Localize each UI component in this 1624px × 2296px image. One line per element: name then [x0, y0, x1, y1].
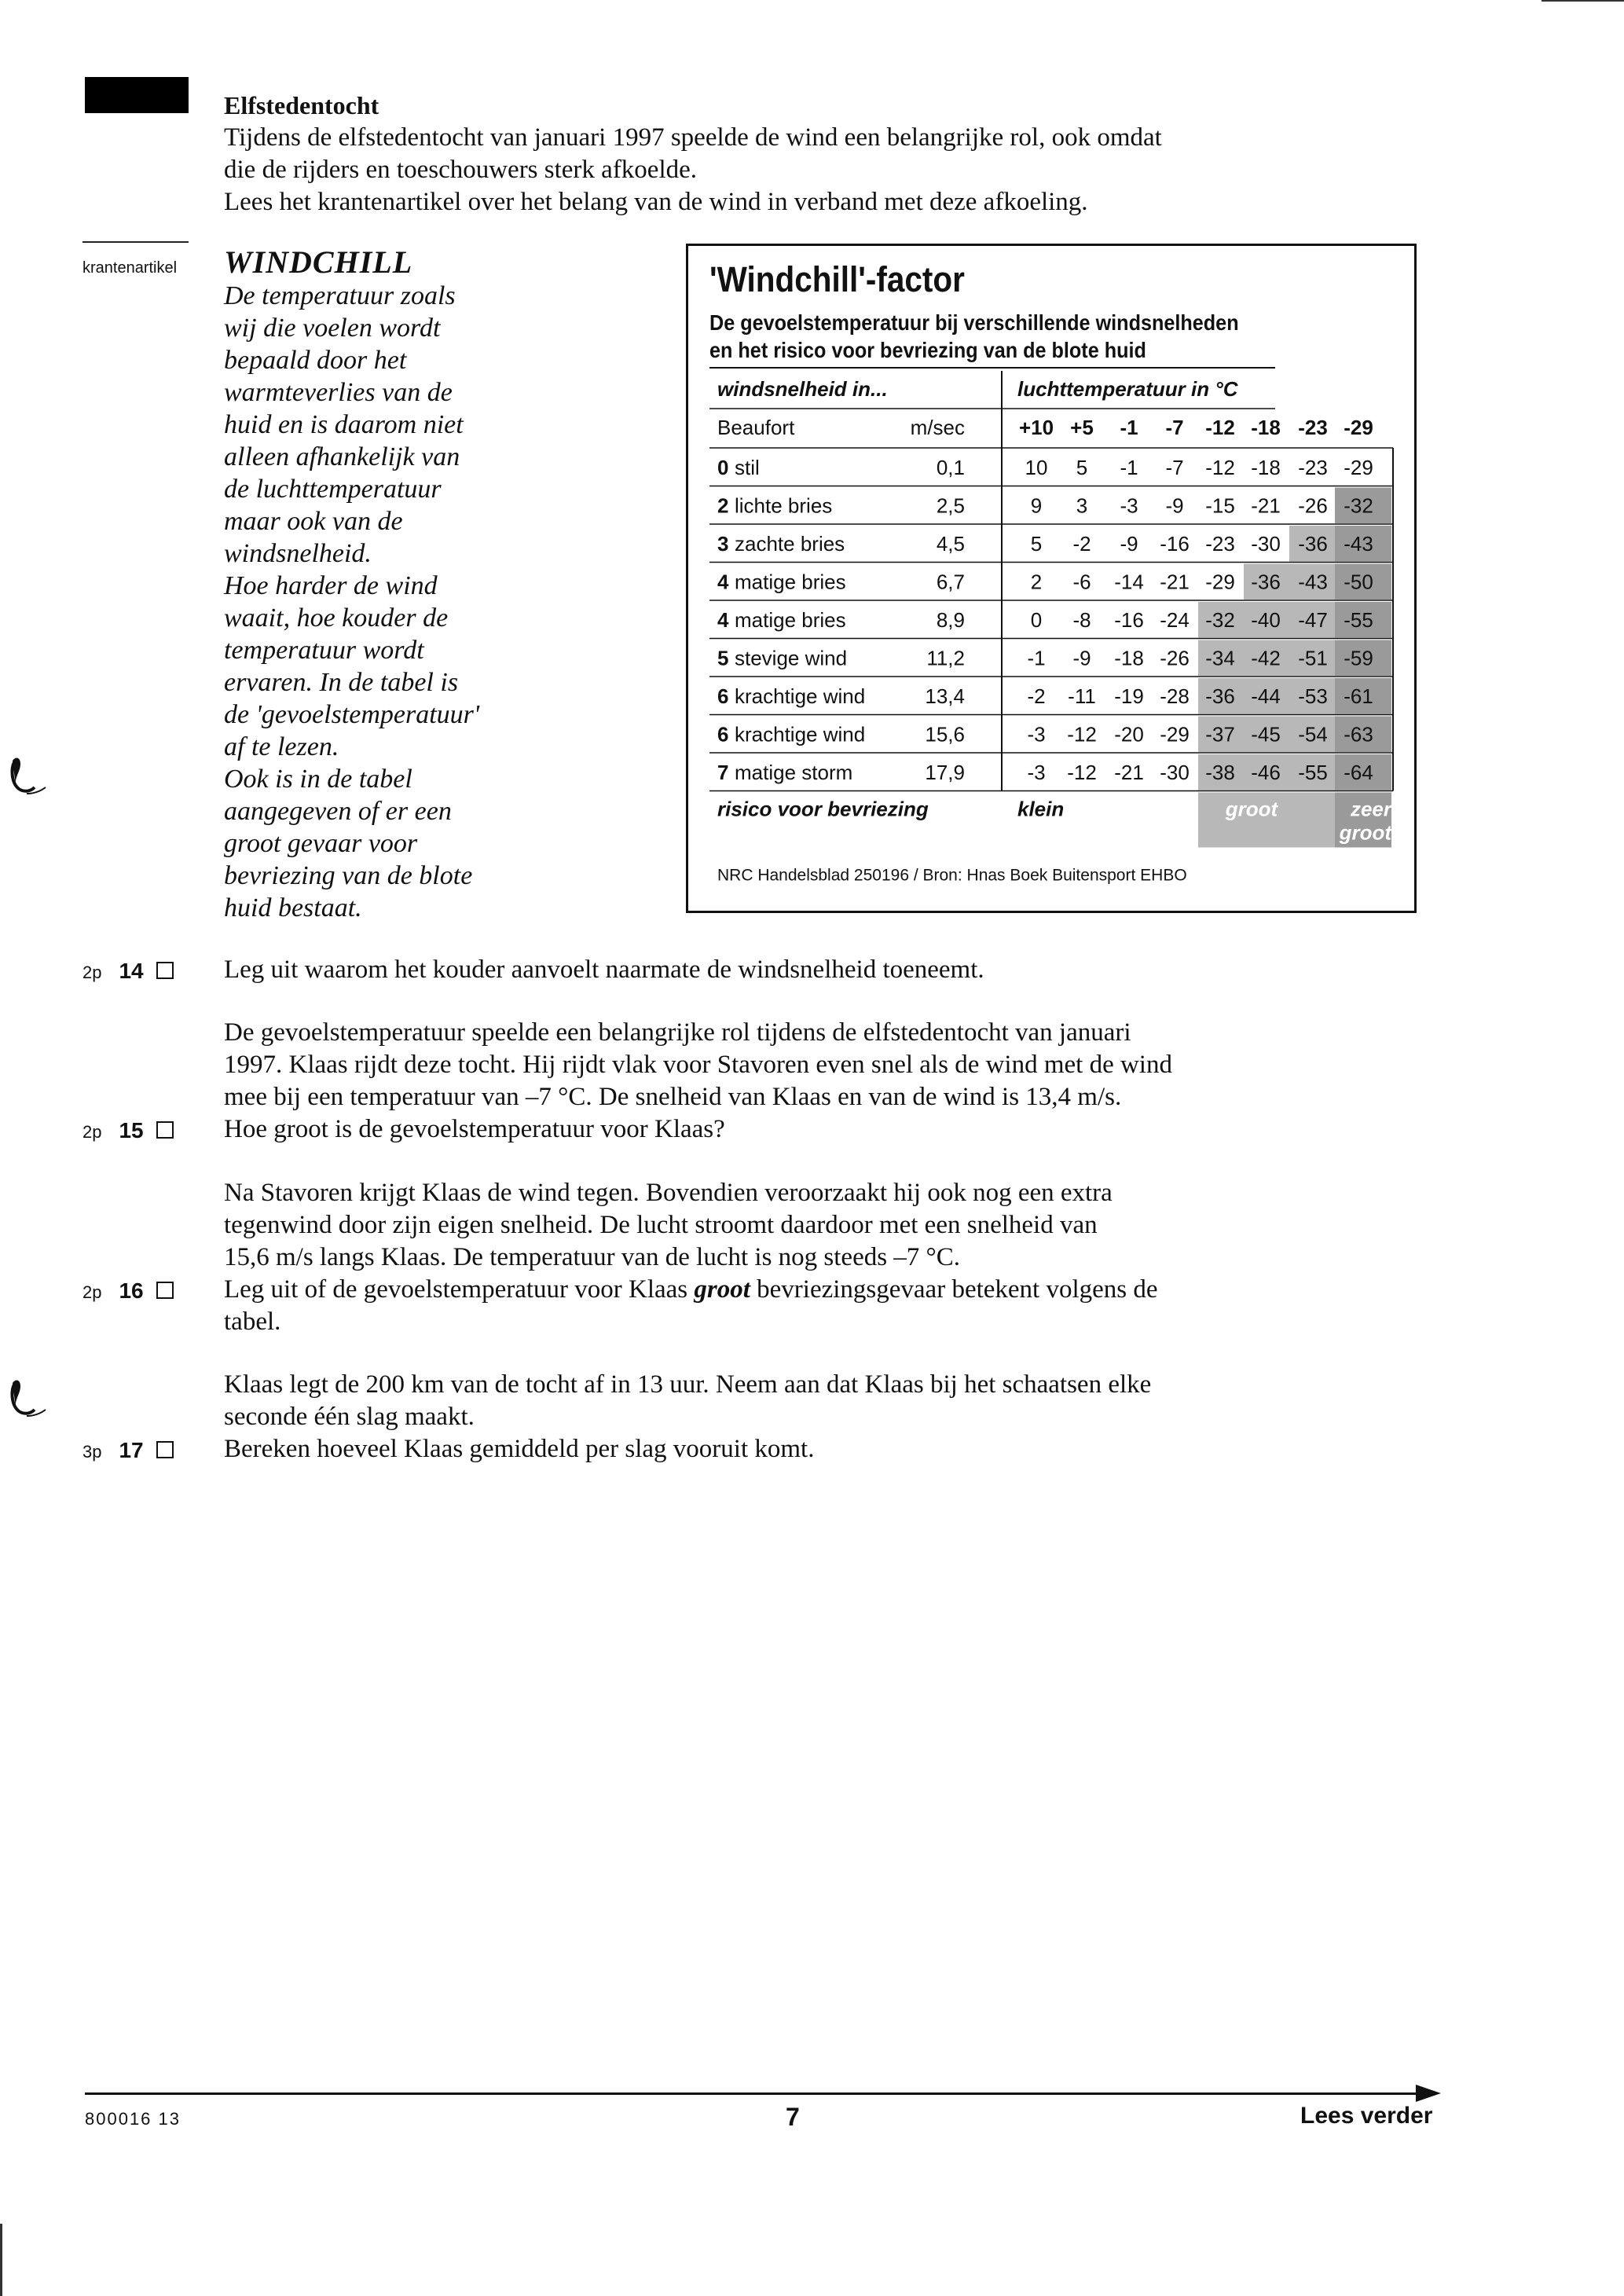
page-edge-line [1542, 0, 1624, 2]
feel-temp-cell: -54 [1298, 722, 1328, 746]
feel-temp-cell: -45 [1251, 722, 1281, 746]
feel-temp-cell: -8 [1072, 608, 1091, 632]
question-context-line: Klaas legt de 200 km van de tocht af in 13 uur. Neem aan dat Klaas bij het schaatsen elke [224, 1370, 1152, 1399]
footer-rule [85, 2092, 1421, 2095]
article-line: Hoe harder de wind [224, 571, 438, 600]
col-header-temp: +5 [1070, 416, 1094, 439]
beaufort-cell: 4 [717, 570, 729, 594]
beaufort-cell: 5 [717, 646, 729, 670]
col-header-temp: -18 [1251, 416, 1281, 439]
question-text: tabel. [224, 1308, 281, 1336]
feel-temp-cell: -30 [1160, 761, 1190, 784]
feel-temp-cell: -29 [1205, 570, 1235, 594]
feel-temp-cell: -47 [1298, 608, 1328, 632]
article-line: af te lezen. [224, 732, 339, 761]
beaufort-cell: 0 [717, 456, 729, 479]
beaufort-cell: 6 [717, 722, 729, 746]
beaufort-cell: 2 [717, 493, 729, 518]
col-header-temp: -12 [1205, 416, 1235, 439]
col-header-beaufort: Beaufort [717, 416, 795, 439]
table-subtitle-line: De gevoelstemperatuur bij verschillende windsnelheden [709, 310, 1239, 335]
article-line: bepaald door het [224, 346, 407, 375]
article-line: huid bestaat. [224, 893, 362, 922]
wind-name-cell: zachte bries [735, 532, 845, 556]
question-index: 17 [119, 1438, 144, 1462]
feel-temp-cell: -61 [1344, 684, 1373, 708]
article-line: de luchttemperatuur [224, 475, 442, 504]
feel-temp-cell: -3 [1120, 493, 1138, 518]
question-text: Hoe groot is de gevoelstemperatuur voor Klaas? [224, 1115, 725, 1143]
feel-temp-cell: -21 [1251, 493, 1281, 518]
feel-temp-cell: 9 [1030, 493, 1043, 518]
answer-checkbox[interactable] [156, 1121, 174, 1139]
feel-temp-cell: 2 [1030, 570, 1043, 594]
exam-code: 800016 13 [85, 2109, 181, 2129]
feel-temp-cell: -28 [1160, 684, 1190, 708]
feel-temp-cell: -42 [1251, 646, 1281, 670]
feel-temp-cell: -23 [1298, 456, 1328, 479]
question-points: 3p [82, 1442, 102, 1462]
feel-temp-cell: -18 [1114, 646, 1144, 670]
intro-line: Lees het krantenartikel over het belang van de wind in verband met deze afkoeling. [224, 188, 1088, 216]
section-marker-block [85, 77, 189, 113]
wind-speed-cell: 15,6 [925, 722, 965, 746]
article-line: wij die voelen wordt [224, 314, 441, 343]
article-line: De temperatuur zoals [224, 281, 456, 310]
feel-temp-cell: 5 [1030, 532, 1043, 556]
intro-section [224, 90, 1340, 218]
feel-temp-cell: -12 [1205, 456, 1235, 479]
beaufort-cell: 7 [717, 761, 729, 784]
margin-label: krantenartikel [82, 259, 178, 277]
col-header-temp: -7 [1165, 416, 1184, 439]
table-title: 'Windchill'-factor [709, 259, 965, 299]
continue-label: Lees verder [1300, 2103, 1433, 2129]
page-number: 7 [786, 2103, 800, 2131]
wind-speed-cell: 4,5 [936, 532, 965, 556]
question-number [82, 959, 174, 984]
feel-temp-cell: 0 [1030, 608, 1043, 632]
article-line: warmteverlies van de [224, 378, 453, 407]
feel-temp-cell: -3 [1027, 761, 1046, 784]
feel-temp-cell: -34 [1205, 646, 1235, 670]
feel-temp-cell: -7 [1165, 456, 1184, 479]
feel-temp-cell: 5 [1076, 456, 1088, 479]
arrow-right-icon [1416, 2085, 1441, 2102]
intro-line: Tijdens de elfstedentocht van januari 1997 speelde de wind een belangrijke rol, ook omdat [224, 123, 1162, 152]
feel-temp-cell: -29 [1344, 456, 1373, 479]
beaufort-cell: 4 [717, 608, 729, 632]
answer-checkbox[interactable] [156, 1282, 174, 1299]
feel-temp-cell: -43 [1344, 532, 1373, 556]
wind-speed-cell: 0,1 [936, 456, 965, 479]
article-line: de 'gevoelstemperatuur' [224, 700, 480, 729]
margin-rule [82, 241, 189, 243]
feel-temp-cell: -32 [1344, 493, 1373, 518]
newspaper-article [224, 246, 530, 924]
answer-checkbox[interactable] [156, 1441, 174, 1458]
feel-temp-cell: -38 [1205, 761, 1235, 784]
col-header-temp: -29 [1344, 416, 1373, 439]
question-context-line: 1997. Klaas rijdt deze tocht. Hij rijdt vlak voor Stavoren even snel als de wind met de wind [224, 1051, 1172, 1079]
intro-line: die de rijders en toeschouwers sterk afkoelde. [224, 156, 698, 184]
wind-speed-cell: 11,2 [926, 646, 965, 670]
question-context-line: seconde één slag maakt. [224, 1403, 475, 1431]
feel-temp-cell: -46 [1251, 761, 1281, 784]
question-points: 2p [82, 963, 102, 982]
exam-logo-icon [8, 754, 47, 801]
wind-speed-cell: 6,7 [936, 570, 965, 594]
feel-temp-cell: -37 [1205, 722, 1235, 746]
feel-temp-cell: -44 [1251, 684, 1281, 708]
feel-temp-cell: -15 [1205, 493, 1235, 518]
section-title: Elfstedentocht [224, 91, 379, 119]
feel-temp-cell: -32 [1205, 608, 1235, 632]
table-head-left: windsnelheid in... [717, 377, 888, 401]
feel-temp-cell: -53 [1298, 684, 1328, 708]
feel-temp-cell: -9 [1165, 493, 1184, 518]
wind-name-cell: matige bries [735, 570, 846, 594]
feel-temp-cell: -36 [1298, 532, 1328, 556]
feel-temp-cell: -63 [1344, 722, 1373, 746]
risk-very-high: groot [1339, 820, 1391, 845]
feel-temp-cell: -59 [1344, 646, 1373, 670]
feel-temp-cell: -14 [1114, 570, 1144, 594]
question-points: 2p [82, 1122, 102, 1142]
article-line: groot gevaar voor [224, 829, 418, 858]
feel-temp-cell: -30 [1251, 532, 1281, 556]
feel-temp-cell: 3 [1076, 493, 1088, 518]
question-text: Leg uit of de gevoelstemperatuur voor Klaas groot bevriezingsgevaar betekent volgens de [224, 1275, 1158, 1304]
feel-temp-cell: -40 [1251, 608, 1281, 632]
question-text: Bereken hoeveel Klaas gemiddeld per slag vooruit komt. [224, 1435, 815, 1463]
table-head-right: luchttemperatuur in °C [1017, 377, 1238, 401]
feel-temp-cell: -16 [1114, 608, 1144, 632]
windchill-table [686, 361, 1417, 904]
wind-speed-cell: 2,5 [936, 493, 965, 518]
article-line: aangegeven of er een [224, 797, 452, 826]
question-number [82, 1118, 174, 1143]
article-heading: WINDCHILL [224, 244, 413, 280]
feel-temp-cell: -1 [1120, 456, 1138, 479]
feel-temp-cell: -55 [1298, 761, 1328, 784]
feel-temp-cell: -36 [1205, 684, 1235, 708]
beaufort-cell: 6 [717, 684, 729, 708]
risk-very-high: zeer [1350, 797, 1391, 821]
question-text: Leg uit waarom het kouder aanvoelt naarmate de windsnelheid toeneemt. [224, 955, 984, 984]
feel-temp-cell: -12 [1067, 761, 1097, 784]
feel-temp-cell: -9 [1072, 646, 1091, 670]
question-points: 2p [82, 1282, 102, 1302]
article-line: ervaren. In de tabel is [224, 668, 459, 697]
beaufort-cell: 3 [717, 532, 729, 556]
wind-name-cell: lichte bries [735, 493, 833, 518]
feel-temp-cell: -9 [1120, 532, 1138, 556]
wind-name-cell: krachtige wind [735, 722, 866, 746]
question-index: 15 [119, 1118, 144, 1142]
article-line: windsnelheid. [224, 539, 372, 568]
question-index: 14 [119, 959, 144, 983]
feel-temp-cell: -43 [1298, 570, 1328, 594]
table-subtitle [709, 309, 1247, 364]
article-line: alleen afhankelijk van [224, 442, 460, 471]
question-context-line: tegenwind door zijn eigen snelheid. De lucht stroomt daardoor met een snelheid van [224, 1211, 1098, 1239]
question-context-line: De gevoelstemperatuur speelde een belangrijke rol tijdens de elfstedentocht van januari [224, 1018, 1131, 1047]
feel-temp-cell: -3 [1027, 722, 1046, 746]
feel-temp-cell: -50 [1344, 570, 1373, 594]
wind-name-cell: krachtige wind [735, 684, 866, 708]
feel-temp-cell: -2 [1072, 532, 1091, 556]
feel-temp-cell: -64 [1344, 761, 1373, 784]
question-context-line: Na Stavoren krijgt Klaas de wind tegen. Bovendien veroorzaakt hij ook nog een extra [224, 1179, 1113, 1207]
feel-temp-cell: -21 [1160, 570, 1190, 594]
feel-temp-cell: -24 [1160, 608, 1190, 632]
question-number [82, 1278, 174, 1304]
risk-low: klein [1017, 797, 1065, 821]
risk-label: risico voor bevriezing [717, 797, 929, 821]
question-context-line: 15,6 m/s langs Klaas. De temperatuur van de lucht is nog steeds –7 °C. [224, 1243, 961, 1271]
article-line: temperatuur wordt [224, 636, 424, 665]
feel-temp-cell: -19 [1114, 684, 1144, 708]
feel-temp-cell: -12 [1067, 722, 1097, 746]
feel-temp-cell: -20 [1114, 722, 1144, 746]
page-edge-line [0, 2224, 2, 2296]
col-header-temp: -23 [1298, 416, 1328, 439]
feel-temp-cell: -11 [1068, 684, 1096, 708]
question-number [82, 1438, 174, 1463]
question-context-line: mee bij een temperatuur van –7 °C. De snelheid van Klaas en van de wind is 13,4 m/s. [224, 1083, 1122, 1111]
feel-temp-cell: -51 [1298, 646, 1328, 670]
feel-temp-cell: -26 [1160, 646, 1190, 670]
wind-speed-cell: 8,9 [936, 608, 965, 632]
table-source: NRC Handelsblad 250196 / Bron: Hnas Boek Buitensport EHBO [717, 866, 1187, 885]
feel-temp-cell: -55 [1344, 608, 1373, 632]
wind-name-cell: stevige wind [735, 646, 848, 670]
wind-name-cell: stil [735, 456, 760, 479]
feel-temp-cell: -36 [1251, 570, 1281, 594]
col-header-temp: +10 [1018, 416, 1054, 439]
wind-speed-cell: 17,9 [925, 761, 965, 784]
col-header-ms: m/sec [910, 416, 965, 439]
article-line: Ook is in de tabel [224, 765, 412, 794]
feel-temp-cell: -16 [1160, 532, 1190, 556]
emphasis: groot [694, 1275, 750, 1304]
table-subtitle-line: en het risico voor bevriezing van de blote huid [709, 338, 1146, 362]
question-index: 16 [119, 1278, 144, 1303]
article-line: maar ook van de [224, 507, 403, 536]
article-line: huid en is daarom niet [224, 410, 464, 439]
col-header-temp: -1 [1120, 416, 1138, 439]
feel-temp-cell: -18 [1251, 456, 1281, 479]
feel-temp-cell: -1 [1027, 646, 1046, 670]
feel-temp-cell: -21 [1114, 761, 1144, 784]
risk-high: groot [1225, 797, 1278, 821]
article-line: waait, hoe kouder de [224, 603, 449, 633]
feel-temp-cell: -26 [1298, 493, 1328, 518]
wind-name-cell: matige storm [735, 761, 853, 784]
feel-temp-cell: -2 [1027, 684, 1046, 708]
feel-temp-cell: -23 [1205, 532, 1235, 556]
feel-temp-cell: -6 [1072, 570, 1091, 594]
feel-temp-cell: 10 [1025, 456, 1048, 479]
wind-speed-cell: 13,4 [925, 684, 965, 708]
feel-temp-cell: -29 [1160, 722, 1190, 746]
exam-logo-icon [8, 1377, 47, 1424]
article-line: bevriezing van de blote [224, 861, 473, 890]
wind-name-cell: matige bries [735, 608, 846, 632]
answer-checkbox[interactable] [156, 962, 174, 979]
